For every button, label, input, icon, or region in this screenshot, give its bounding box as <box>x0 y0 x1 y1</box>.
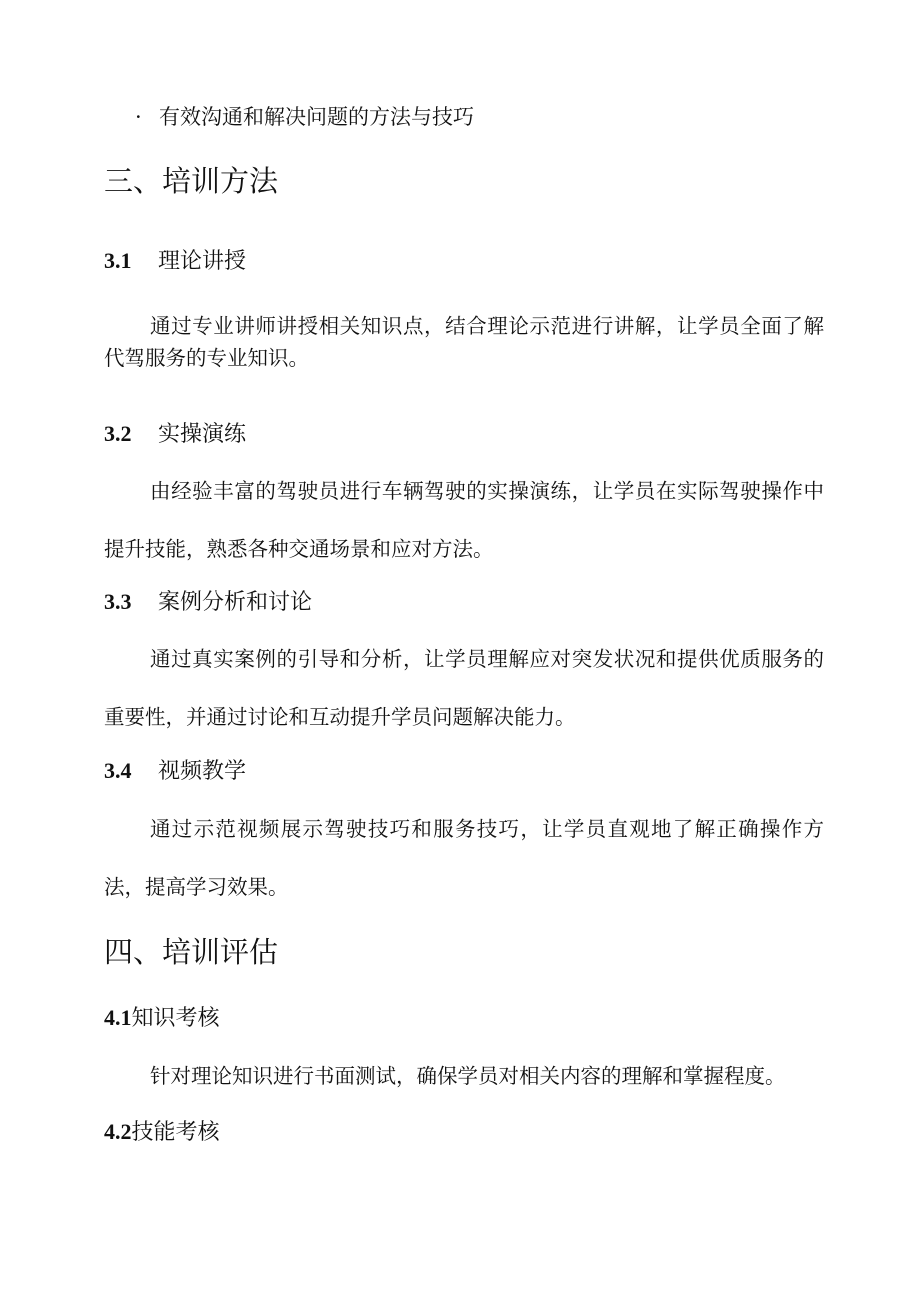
subsection-number: 4.1 <box>104 1005 132 1030</box>
subsection-heading-3-1 <box>104 245 246 278</box>
subsection-heading-3-4 <box>104 755 246 788</box>
subsection-number: 3.3 <box>104 589 132 614</box>
bullet-item <box>135 101 474 133</box>
paragraph-3-3: 通过真实案例的引导和分析，让学员理解应对突发状况和提供优质服务的重要性，并通过讨论和互动提升学员问题解决能力。 <box>104 647 824 729</box>
subsection-title: 技能考核 <box>131 1120 220 1145</box>
section-heading-training-methods: 三、培训方法 <box>104 164 279 198</box>
bullet-text: 有效沟通和解决问题的方法与技巧 <box>159 105 474 129</box>
paragraph-3-1: 通过专业讲师讲授相关知识点，结合理论示范进行讲解，让学员全面了解代驾服务的专业知识。 <box>104 314 824 370</box>
subsection-number: 4.2 <box>104 1119 132 1144</box>
subsection-heading-3-2 <box>104 418 246 451</box>
subsection-title: 理论讲授 <box>158 249 247 274</box>
subsection-number: 3.2 <box>104 421 132 446</box>
bullet-marker: · <box>135 105 142 129</box>
subsection-heading-4-2 <box>104 1116 220 1149</box>
subsection-number: 3.4 <box>104 758 132 783</box>
paragraph-3-2: 由经验丰富的驾驶员进行车辆驾驶的实操演练，让学员在实际驾驶操作中提升技能，熟悉各种交通场景和应对方法。 <box>104 479 824 561</box>
paragraph-3-4: 通过示范视频展示驾驶技巧和服务技巧，让学员直观地了解正确操作方法，提高学习效果。 <box>104 817 824 899</box>
subsection-title: 实操演练 <box>158 422 247 447</box>
subsection-title: 视频教学 <box>158 759 247 784</box>
subsection-number: 3.1 <box>104 248 132 273</box>
paragraph-4-1: 针对理论知识进行书面测试，确保学员对相关内容的理解和掌握程度。 <box>150 1064 786 1088</box>
section-heading-training-evaluation: 四、培训评估 <box>104 935 279 969</box>
subsection-title: 案例分析和讨论 <box>158 590 313 615</box>
subsection-heading-3-3 <box>104 586 312 619</box>
subsection-heading-4-1 <box>104 1002 220 1035</box>
subsection-title: 知识考核 <box>131 1006 220 1031</box>
